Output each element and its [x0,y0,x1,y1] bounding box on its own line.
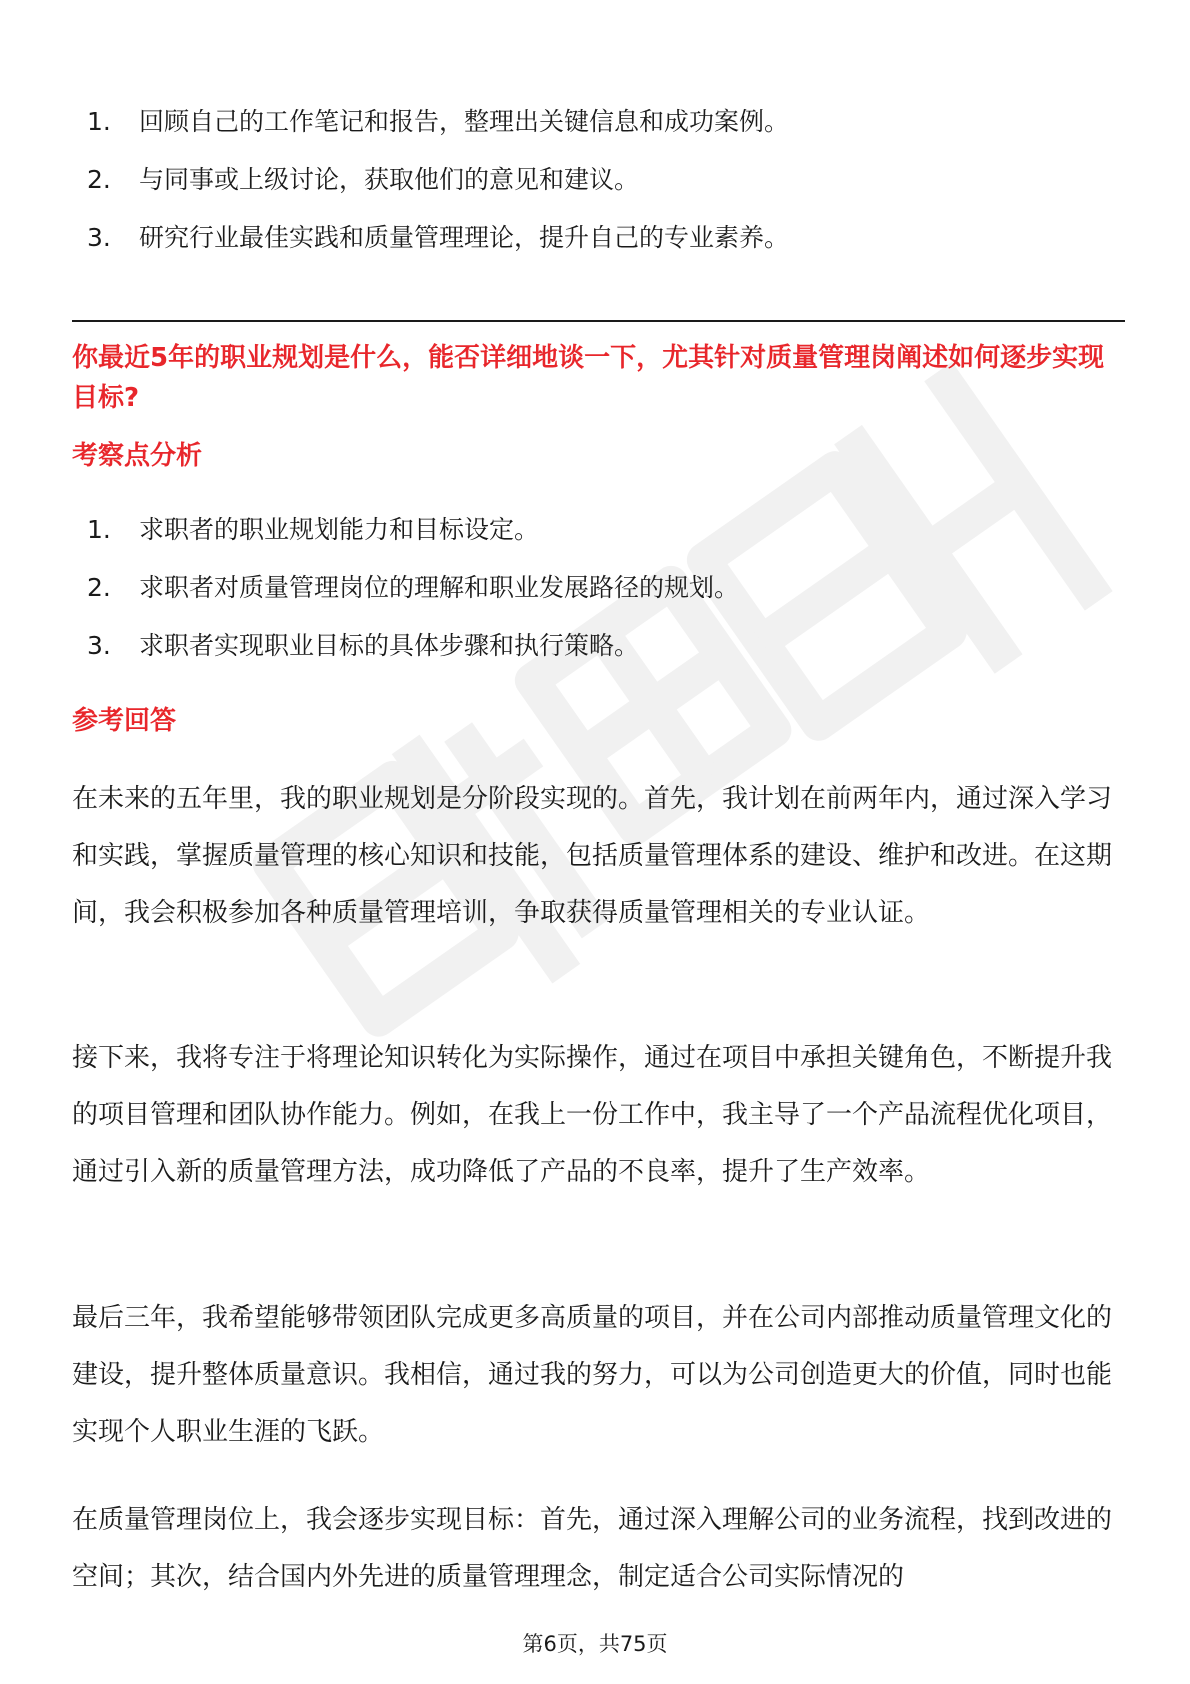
answer-paragraph: 在未来的五年里，我的职业规划是分阶段实现的。首先，我计划在前两年内，通过深入学习和实践，掌握质量管理的核心知识和技能，包括质量管理体系的建设、维护和改进。在这期间，我会积极参加各种质量管理培训，争取获得质量管理相关的专业认证。 [72,784,1113,928]
list-number: 2. [87,165,111,194]
question-heading: 你最近5年的职业规划是什么，能否详细地谈一下，尤其针对质量管理岗阐述如何逐步实现目标? [72,343,1105,413]
analysis-title: 考察点分析 [72,441,203,471]
list-number: 3. [87,223,111,252]
list-number: 1. [87,107,111,136]
list-item [87,220,789,256]
list-item [87,512,739,548]
page-footer: 第6页，共75页 [522,1632,668,1656]
list-text: 求职者的职业规划能力和目标设定。 [139,515,540,544]
list-number: 1. [87,515,111,544]
list-text: 求职者实现职业目标的具体步骤和执行策略。 [139,631,640,660]
answer-paragraph: 最后三年，我希望能够带领团队完成更多高质量的项目，并在公司内部推动质量管理文化的建设，提升整体质量意识。我相信，通过我的努力，可以为公司创造更大的价值，同时也能实现个人职业生涯的飞跃。 [72,1303,1113,1447]
list-text: 求职者对质量管理岗位的理解和职业发展路径的规划。 [139,573,740,602]
list-item [87,104,789,140]
answer-title: 参考回答 [72,706,177,736]
list-item [87,628,739,664]
list-text: 回顾自己的工作笔记和报告，整理出关键信息和成功案例。 [139,107,790,136]
list-item [87,162,789,198]
list-number: 3. [87,631,111,660]
analysis-list [72,512,739,686]
list-text: 与同事或上级讨论，获取他们的意见和建议。 [139,165,640,194]
list-text: 研究行业最佳实践和质量管理理论，提升自己的专业素养。 [139,223,790,252]
list-number: 2. [87,573,111,602]
answer-paragraph: 接下来，我将专注于将理论知识转化为实际操作，通过在项目中承担关键角色，不断提升我的项目管理和团队协作能力。例如，在我上一份工作中，我主导了一个产品流程优化项目，通过引入新的质量管理方法，成功降低了产品的不良率，提升了生产效率。 [72,1043,1113,1187]
section-divider [72,320,1125,322]
answer-paragraph: 在质量管理岗位上，我会逐步实现目标：首先，通过深入理解公司的业务流程，找到改进的空间；其次，结合国内外先进的质量管理理念，制定适合公司实际情况的 [72,1505,1113,1592]
list-item [87,570,739,606]
top-list [72,104,789,278]
